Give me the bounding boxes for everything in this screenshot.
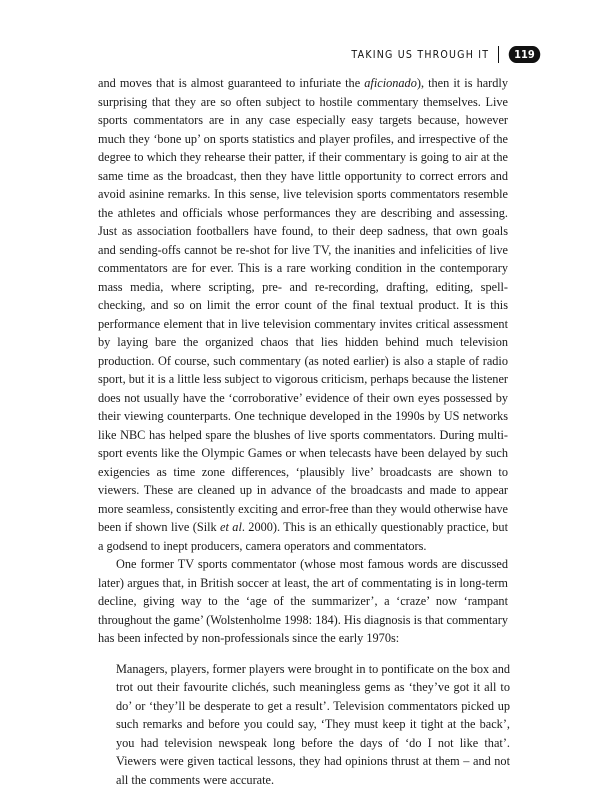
body-text bbox=[98, 74, 508, 789]
italic-term: aficionado bbox=[364, 76, 417, 90]
italic-citation: et al bbox=[220, 520, 242, 534]
paragraph-continued bbox=[98, 74, 508, 555]
page-number: 119 bbox=[509, 46, 540, 63]
running-head bbox=[329, 46, 542, 63]
header-divider bbox=[498, 46, 500, 63]
paragraph-text: . 2000). This is an ethically questionably practice, but a godsend to inept producers, camera operators and commentators. bbox=[98, 520, 508, 553]
running-title: TAKING US THROUGH IT bbox=[351, 48, 490, 61]
paragraph-text: ), then it is hardly surprising that they are so often subject to hostile commentary themselves. Live sports commentators are in any case especially easy targets because, however much they ‘bone up’ on sports statistics and player profiles, and irrespective of the degree to which they rehearse their patter, if their commentary is going to air at the same time as the broadcast, then they have little opportunity to correct errors and avoid asinine remarks. In this sense, live television sports commentators resemble the athletes and officials whose performances they are describing and assessing. Just as association footballers have found, to their deep sadness, that own goals and sending-offs cannot be re-shot for live TV, the inanities and infelicities of live commentators are for ever. This is a rare working condition in the contemporary mass media, where scripting, pre- and re-recording, drafting, editing, spell-checking, and so on limit the error count of the final textual product. It is this performance element that in live television commentary invites critical assessment by laying bare the organized chaos that lies hidden behind much television production. Of course, such commentary (as noted earlier) is also a staple of radio sport, but it is a little less subject to vigorous criticism, perhaps because the listener does not usually have the ‘corroborative’ evidence of their own eyes possessed by their viewing counterparts. One technique developed in the 1990s by US networks like NBC has helped spare the blushes of live sports commentators. During multi-sport events like the Olympic Games or when telecasts have been delayed by such exigencies as time zone differences, ‘plausibly live’ broadcasts are shown to viewers. These are cleaned up in advance of the broadcasts and made to appear more seamless, consistently exciting and error-free than they would otherwise have been if shown live (Silk bbox=[98, 76, 508, 534]
paragraph: One former TV sports commentator (whose most famous words are discussed later) argues that, in British soccer at least, the art of commentating is in long-term decline, giving way to the ‘age of the summarizer’, a ‘craze’ now ‘rampant throughout the game’ (Wolstenholme 1998: 184). His diagnosis is that commentary has been infected by non-professionals since the early 1970s: bbox=[98, 557, 508, 645]
block-quote: Managers, players, former players were brought in to pontificate on the box and trot out their favourite clichés, such meaningless gems as ‘they’ve got it all to do’ or ‘they’ll be desperate to get a result’. Television commentators picked up such remarks and before you could say, ‘They must keep it tight at the back’, you had television newspeak long before the days of ‘do I not like that’. Viewers were given tactical lessons, they had opinions thrust at them – and not all the comments were accurate. bbox=[116, 661, 510, 787]
paragraph-text: and moves that is almost guaranteed to infuriate the bbox=[98, 76, 365, 90]
